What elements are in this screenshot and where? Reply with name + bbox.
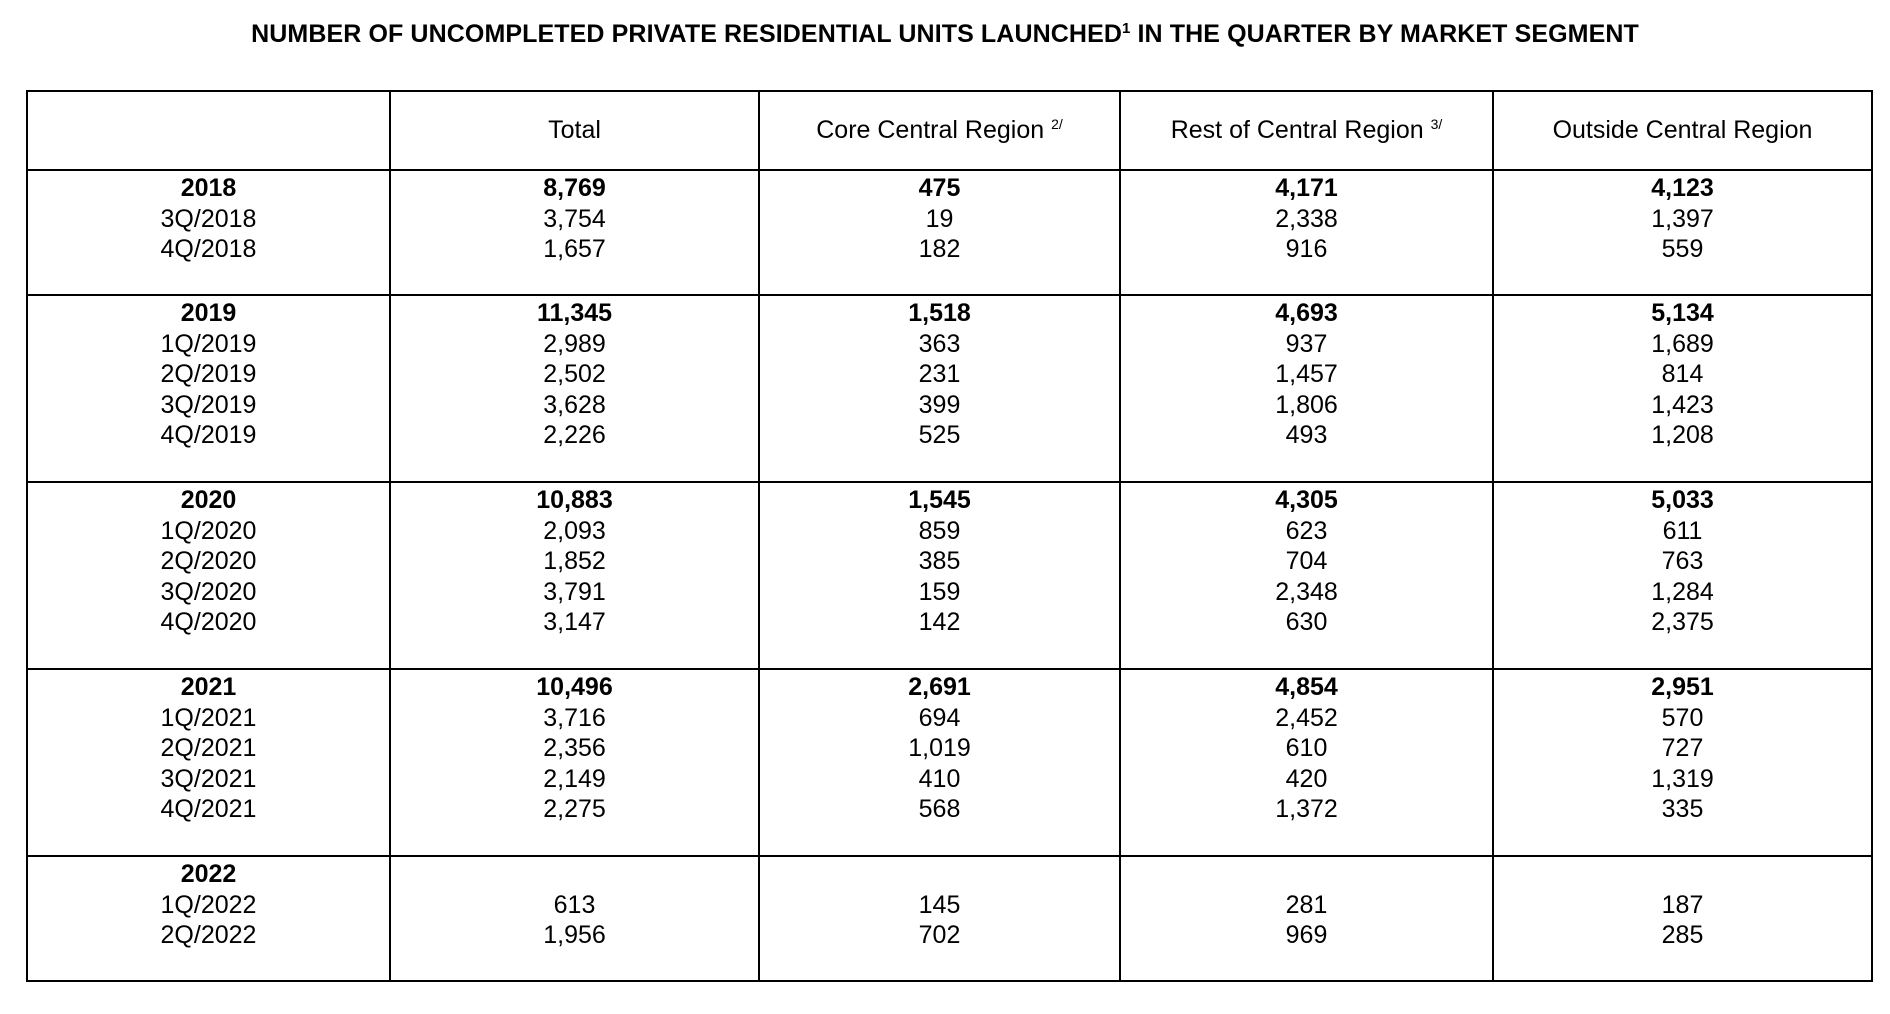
quarter-label: 3Q/2019 bbox=[160, 390, 257, 419]
cell-core-central-region-2021 bbox=[759, 669, 1120, 856]
header-outside-central-region: Outside Central Region bbox=[1493, 91, 1872, 170]
quarter-value: 2,226 bbox=[543, 421, 606, 449]
quarter-value: 493 bbox=[1285, 421, 1328, 449]
annual-value: 4,693 bbox=[1275, 299, 1338, 327]
table-row-group-2020 bbox=[27, 482, 1872, 669]
quarter-label: 3Q/2021 bbox=[160, 764, 257, 793]
cell-rest-of-central-region-2020 bbox=[1120, 482, 1493, 669]
annual-value: 4,171 bbox=[1275, 174, 1338, 202]
quarter-value: 1,397 bbox=[1651, 204, 1714, 233]
cell-period-2018 bbox=[27, 170, 390, 295]
quarter-value: 1,852 bbox=[543, 547, 606, 575]
quarter-value: 187 bbox=[1661, 890, 1704, 919]
quarter-value: 611 bbox=[1662, 516, 1703, 545]
quarter-label: 2Q/2020 bbox=[160, 547, 257, 575]
quarter-value: 704 bbox=[1285, 547, 1328, 575]
annual-value: 1,518 bbox=[908, 299, 971, 327]
quarter-value: 231 bbox=[918, 360, 961, 388]
quarter-value: 937 bbox=[1285, 329, 1328, 358]
quarter-value: 363 bbox=[918, 329, 961, 358]
quarter-value: 1,806 bbox=[1275, 390, 1338, 419]
annual-value: 2,951 bbox=[1651, 673, 1714, 701]
quarter-value: 1,284 bbox=[1651, 577, 1714, 606]
cell-outside-central-region-2020 bbox=[1493, 482, 1872, 669]
header-core-central-region: Core Central Region $^{2/}$ bbox=[759, 91, 1120, 170]
quarter-label: 4Q/2021 bbox=[160, 795, 257, 823]
quarter-label: 2Q/2022 bbox=[160, 921, 257, 949]
quarter-value: 630 bbox=[1285, 608, 1328, 636]
quarter-value: 916 bbox=[1285, 235, 1328, 263]
year-label: 2021 bbox=[180, 673, 237, 701]
table-row-group-2022 bbox=[27, 856, 1872, 981]
quarter-label: 3Q/2020 bbox=[160, 577, 257, 606]
cell-core-central-region-2022 bbox=[759, 856, 1120, 981]
quarter-value: 3,791 bbox=[543, 577, 606, 606]
year-label: 2022 bbox=[180, 860, 237, 888]
quarter-value: 2,452 bbox=[1275, 703, 1338, 732]
quarter-value: 570 bbox=[1661, 703, 1704, 732]
table-title bbox=[0, 20, 1890, 49]
quarter-value: 3,716 bbox=[543, 703, 606, 732]
title-footnote-marker: 1 bbox=[1122, 20, 1131, 37]
table-title-text-end: IN THE QUARTER BY MARKET SEGMENT bbox=[1130, 20, 1639, 48]
year-label: 2018 bbox=[180, 174, 237, 202]
quarter-value: 1,657 bbox=[543, 235, 606, 263]
quarter-value: 623 bbox=[1285, 516, 1328, 545]
header-total: Total bbox=[390, 91, 759, 170]
cell-outside-central-region-2021 bbox=[1493, 669, 1872, 856]
quarter-value: 2,375 bbox=[1651, 608, 1714, 636]
cell-core-central-region-2020 bbox=[759, 482, 1120, 669]
quarter-value: 19 bbox=[925, 204, 954, 233]
quarter-value: 763 bbox=[1661, 547, 1704, 575]
annual-value: 4,854 bbox=[1275, 673, 1338, 701]
annual-value: 4,305 bbox=[1275, 486, 1338, 514]
header-period bbox=[27, 91, 390, 170]
cell-total-2022 bbox=[390, 856, 759, 981]
quarter-value: 525 bbox=[918, 421, 961, 449]
quarter-label: 1Q/2021 bbox=[160, 703, 257, 732]
quarter-value: 335 bbox=[1661, 795, 1704, 823]
blank-line bbox=[1494, 859, 1871, 890]
quarter-value: 145 bbox=[918, 890, 961, 919]
quarter-value: 568 bbox=[918, 795, 961, 823]
quarter-label: 2Q/2019 bbox=[160, 360, 257, 388]
quarter-value: 702 bbox=[918, 921, 961, 949]
table-body bbox=[27, 170, 1872, 981]
quarter-value: 281 bbox=[1285, 890, 1328, 919]
quarter-value: 1,319 bbox=[1651, 764, 1714, 793]
cell-total-2019 bbox=[390, 295, 759, 482]
quarter-value: 2,348 bbox=[1275, 577, 1338, 606]
quarter-label: 1Q/2020 bbox=[160, 516, 257, 545]
quarter-value: 694 bbox=[918, 703, 961, 732]
quarter-label: 1Q/2022 bbox=[160, 890, 257, 919]
quarter-value: 285 bbox=[1661, 921, 1704, 949]
annual-value: 4,123 bbox=[1651, 174, 1714, 202]
quarter-value: 182 bbox=[918, 235, 961, 263]
quarter-value: 420 bbox=[1285, 764, 1328, 793]
quarter-value: 142 bbox=[918, 608, 961, 636]
quarter-value: 3,147 bbox=[543, 608, 606, 636]
table-row-group-2019 bbox=[27, 295, 1872, 482]
cell-core-central-region-2018 bbox=[759, 170, 1120, 295]
annual-value: 2,691 bbox=[908, 673, 971, 701]
quarter-value: 1,423 bbox=[1651, 390, 1714, 419]
quarter-value: 1,019 bbox=[908, 734, 971, 762]
footnote-marker: 2/ bbox=[1051, 116, 1063, 132]
quarter-value: 159 bbox=[918, 577, 961, 606]
quarter-value: 1,208 bbox=[1651, 421, 1714, 449]
quarter-value: 1,457 bbox=[1275, 360, 1338, 388]
annual-value: 8,769 bbox=[543, 174, 606, 202]
quarter-value: 2,356 bbox=[543, 734, 606, 762]
annual-value: 10,883 bbox=[536, 486, 613, 514]
cell-period-2021 bbox=[27, 669, 390, 856]
cell-rest-of-central-region-2022 bbox=[1120, 856, 1493, 981]
table-row-group-2018 bbox=[27, 170, 1872, 295]
quarter-value: 3,628 bbox=[543, 390, 606, 419]
annual-value: 10,496 bbox=[536, 673, 613, 701]
quarter-label: 4Q/2018 bbox=[160, 235, 257, 263]
year-label: 2019 bbox=[180, 299, 237, 327]
cell-rest-of-central-region-2018 bbox=[1120, 170, 1493, 295]
quarter-value: 1,689 bbox=[1651, 329, 1714, 358]
cell-total-2020 bbox=[390, 482, 759, 669]
cell-period-2019 bbox=[27, 295, 390, 482]
blank-line bbox=[760, 859, 1119, 890]
cell-core-central-region-2019 bbox=[759, 295, 1120, 482]
cell-rest-of-central-region-2021 bbox=[1120, 669, 1493, 856]
quarter-value: 727 bbox=[1661, 734, 1704, 762]
annual-value: 475 bbox=[918, 174, 961, 202]
cell-total-2018 bbox=[390, 170, 759, 295]
quarter-value: 2,093 bbox=[543, 516, 606, 545]
quarter-value: 410 bbox=[918, 764, 961, 793]
quarter-value: 1,372 bbox=[1275, 795, 1338, 823]
header-rest-of-central-region: Rest of Central Region $^{3/}$ bbox=[1120, 91, 1493, 170]
quarter-value: 559 bbox=[1661, 235, 1704, 263]
quarter-value: 610 bbox=[1285, 734, 1328, 762]
blank-line bbox=[391, 859, 758, 890]
quarter-value: 1,956 bbox=[543, 921, 606, 949]
footnote-marker: 3/ bbox=[1430, 116, 1443, 132]
cell-period-2022 bbox=[27, 856, 390, 981]
quarter-value: 399 bbox=[918, 390, 961, 419]
quarter-value: 3,754 bbox=[543, 204, 606, 233]
table-row-group-2021 bbox=[27, 669, 1872, 856]
year-label: 2020 bbox=[180, 486, 237, 514]
quarter-value: 2,275 bbox=[543, 795, 606, 823]
quarter-label: 2Q/2021 bbox=[160, 734, 257, 762]
quarter-value: 385 bbox=[918, 547, 961, 575]
table-header-row bbox=[27, 91, 1872, 170]
table-title-text: NUMBER OF UNCOMPLETED PRIVATE RESIDENTIAL UNITS LAUNCHED bbox=[251, 20, 1123, 48]
annual-value: 1,545 bbox=[908, 486, 971, 514]
annual-value: 11,345 bbox=[536, 299, 613, 327]
cell-outside-central-region-2018 bbox=[1493, 170, 1872, 295]
cell-outside-central-region-2022 bbox=[1493, 856, 1872, 981]
launched-units-table bbox=[26, 90, 1873, 982]
cell-total-2021 bbox=[390, 669, 759, 856]
blank-line bbox=[1121, 859, 1492, 890]
quarter-value: 2,149 bbox=[543, 764, 606, 793]
quarter-value: 613 bbox=[553, 890, 596, 919]
quarter-label: 4Q/2020 bbox=[160, 608, 257, 636]
annual-value: 5,134 bbox=[1651, 299, 1714, 327]
quarter-label: 3Q/2018 bbox=[160, 204, 257, 233]
cell-rest-of-central-region-2019 bbox=[1120, 295, 1493, 482]
quarter-value: 2,502 bbox=[543, 360, 606, 388]
quarter-value: 2,338 bbox=[1275, 204, 1338, 233]
quarter-value: 814 bbox=[1661, 360, 1704, 388]
quarter-value: 859 bbox=[918, 516, 961, 545]
quarter-value: 2,989 bbox=[543, 329, 606, 358]
annual-value: 5,033 bbox=[1651, 486, 1714, 514]
cell-outside-central-region-2019 bbox=[1493, 295, 1872, 482]
quarter-value: 969 bbox=[1285, 921, 1328, 949]
quarter-label: 4Q/2019 bbox=[160, 421, 257, 449]
cell-period-2020 bbox=[27, 482, 390, 669]
quarter-label: 1Q/2019 bbox=[160, 329, 257, 358]
